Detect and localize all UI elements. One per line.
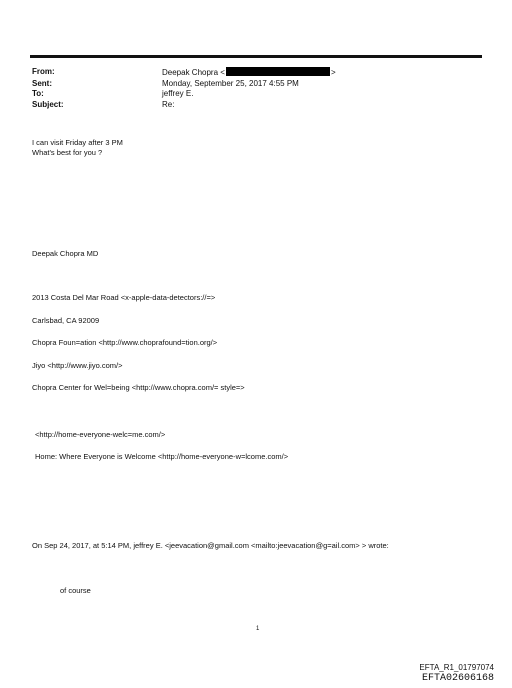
body-line-2: What's best for you ? [32, 148, 103, 157]
signature-address: 2013 Costa Del Mar Road <x-apple-data-detectors://=> [32, 293, 216, 302]
quoted-text: of course [60, 586, 91, 595]
sent-value: Monday, September 25, 2017 4:55 PM [162, 78, 299, 88]
signature-link-home: <http://home-everyone-welc=me.com/> [35, 430, 166, 439]
sent-row [32, 79, 336, 90]
header-divider [30, 55, 482, 58]
to-label: To: [32, 89, 44, 98]
redaction-box [226, 67, 330, 76]
page-number: 1 [256, 626, 260, 632]
to-row [32, 89, 336, 100]
footer-id-2: EFTA02606168 [421, 673, 494, 684]
footer-id-1: EFTA_R1_01797074 [419, 663, 494, 672]
from-close: > [330, 68, 336, 77]
signature-city: Carlsbad, CA 92009 [32, 316, 100, 325]
signature-link-jiyo: Jiyo <http://www.jiyo.com/> [32, 361, 123, 370]
from-value [162, 67, 336, 79]
quoted-intro: On Sep 24, 2017, at 5:14 PM, jeffrey E. <jeevacation@gmail.com <mailto:jeevacation@g=ail.com> > wrote: [32, 541, 389, 550]
from-label: From: [32, 67, 55, 76]
subject-label: Subject: [32, 99, 64, 109]
signature-link-home-welcome: Home: Where Everyone is Welcome <http://home-everyone-w=lcome.com/> [35, 452, 289, 461]
from-name: Deepak Chopra < [162, 68, 225, 77]
email-header [32, 67, 336, 110]
subject-row [32, 100, 336, 111]
body-line-1: I can visit Friday after 3 PM [32, 138, 123, 147]
signature-name: Deepak Chopra MD [32, 249, 99, 258]
subject-value: Re: [162, 99, 175, 109]
sent-label: Sent: [32, 78, 52, 88]
signature-link-foundation: Chopra Foun=ation <http://www.choprafound=tion.org/> [32, 338, 218, 347]
signature-link-center: Chopra Center for Wel=being <http://www.chopra.com/= style=> [32, 383, 245, 392]
from-row [32, 67, 336, 79]
to-value: jeffrey E. [162, 89, 194, 98]
